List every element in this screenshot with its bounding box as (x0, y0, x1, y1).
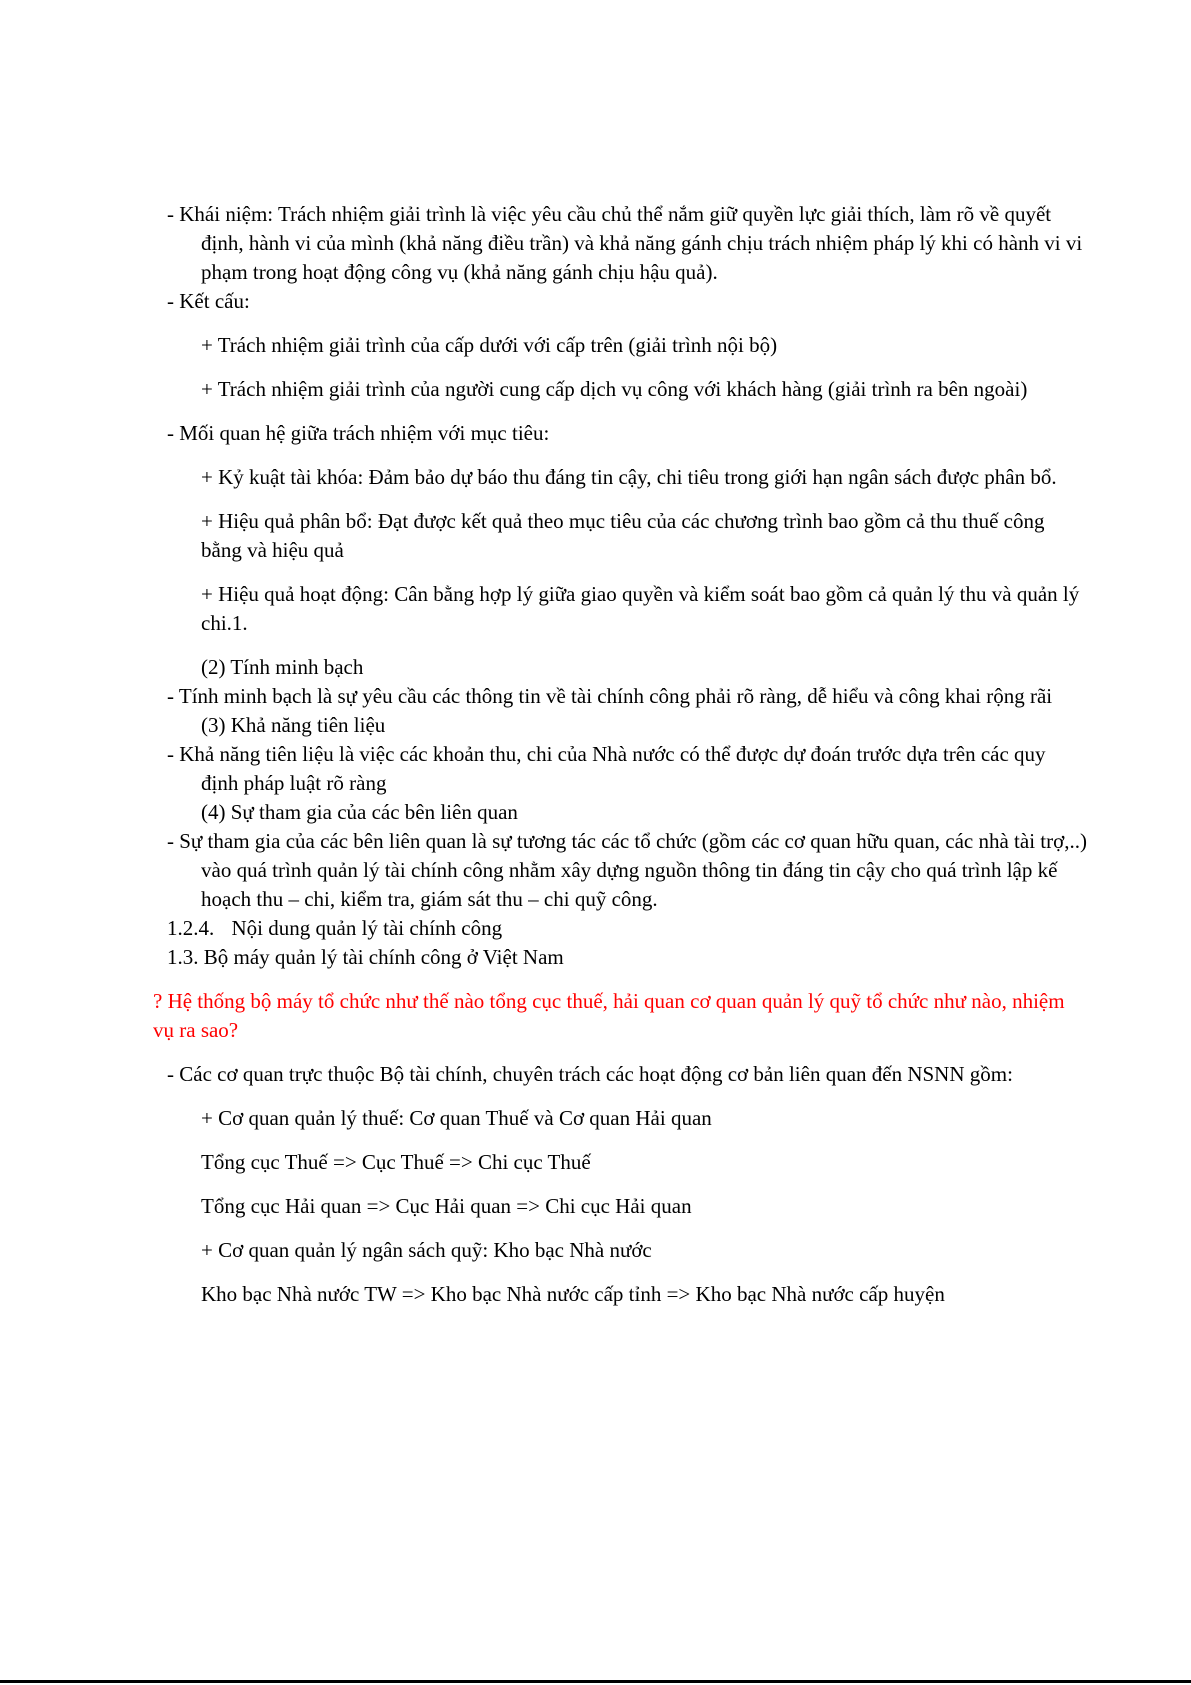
operational-efficiency-item: + Hiệu quả hoạt động: Cân bằng hợp lý giữa giao quyền và kiểm soát bao gồm cả quản lý thu và quản lý chi.1. (201, 582, 1080, 635)
customs-hierarchy-line: Tổng cục Hải quan => Cục Hải quan => Chi cục Hải quan (201, 1194, 692, 1218)
external-accountability-item: + Trách nhiệm giải trình của người cung cấp dịch vụ công với khách hàng (giải trình ra bên ngoài) (201, 377, 1028, 401)
section-title: Nội dung quản lý tài chính công (231, 916, 503, 940)
section-heading-1-2-4 (167, 914, 1087, 943)
predictability-heading: (3) Khả năng tiên liệu (201, 713, 386, 737)
tax-agencies-item: + Cơ quan quản lý thuế: Cơ quan Thuế và Cơ quan Hải quan (201, 1106, 712, 1130)
transparency-paragraph: - Tính minh bạch là sự yêu cầu các thông tin về tài chính công phải rõ ràng, dễ hiểu và công khai rộng rãi (167, 684, 1053, 708)
page-bottom-divider (0, 1680, 1191, 1683)
agencies-paragraph: - Các cơ quan trực thuộc Bộ tài chính, chuyên trách các hoạt động cơ bản liên quan đến NSNN gồm: (167, 1062, 1013, 1086)
definition-paragraph: - Khái niệm: Trách nhiệm giải trình là việc yêu cầu chủ thể nắm giữ quyền lực giải thích, làm rõ về quyết định, hành vi của mình (khả năng điều trần) và khả năng gánh chịu trách nhiệm pháp lý khi có hành vi vi phạm trong hoạt động công vụ (khả năng gánh chịu hậu quả). (167, 202, 1083, 284)
participation-paragraph: - Sự tham gia của các bên liên quan là sự tương tác các tổ chức (gồm các cơ quan hữu quan, các nhà tài trợ,..) vào quá trình quản lý tài chính công nhằm xây dựng nguồn thông tin đáng tin cậy cho quá trình lập kế hoạch thu – chi, kiểm tra, giám sát thu – chi quỹ công. (167, 829, 1087, 911)
transparency-heading: (2) Tính minh bạch (201, 655, 364, 679)
document-body (153, 200, 1087, 1309)
relationship-heading: - Mối quan hệ giữa trách nhiệm với mục tiêu: (167, 421, 550, 445)
structure-heading: - Kết cấu: (167, 289, 250, 313)
internal-accountability-item: + Trách nhiệm giải trình của cấp dưới với cấp trên (giải trình nội bộ) (201, 333, 778, 357)
section-number: 1.2.4. (167, 916, 215, 940)
predictability-paragraph: - Khả năng tiên liệu là việc các khoản thu, chi của Nhà nước có thể được dự đoán trước dựa trên các quy định pháp luật rõ ràng (167, 742, 1046, 795)
treasury-item: + Cơ quan quản lý ngân sách quỹ: Kho bạc Nhà nước (201, 1238, 652, 1262)
question-note: ? Hệ thống bộ máy tổ chức như thế nào tổng cục thuế, hải quan cơ quan quản lý quỹ tổ chức như nào, nhiệm vụ ra sao? (153, 989, 1065, 1042)
treasury-hierarchy-line: Kho bạc Nhà nước TW => Kho bạc Nhà nước cấp tỉnh => Kho bạc Nhà nước cấp huyện (201, 1282, 945, 1306)
tax-hierarchy-line: Tổng cục Thuế => Cục Thuế => Chi cục Thuế (201, 1150, 591, 1174)
allocative-efficiency-item: + Hiệu quả phân bổ: Đạt được kết quả theo mục tiêu của các chương trình bao gồm cả thu thuế công bằng và hiệu quả (201, 509, 1045, 562)
fiscal-discipline-item: + Kỷ kuật tài khóa: Đảm bảo dự báo thu đáng tin cậy, chi tiêu trong giới hạn ngân sách được phân bổ. (201, 465, 1057, 489)
participation-heading: (4) Sự tham gia của các bên liên quan (201, 800, 518, 824)
section-heading-1-3: 1.3. Bộ máy quản lý tài chính công ở Việt Nam (167, 945, 564, 969)
